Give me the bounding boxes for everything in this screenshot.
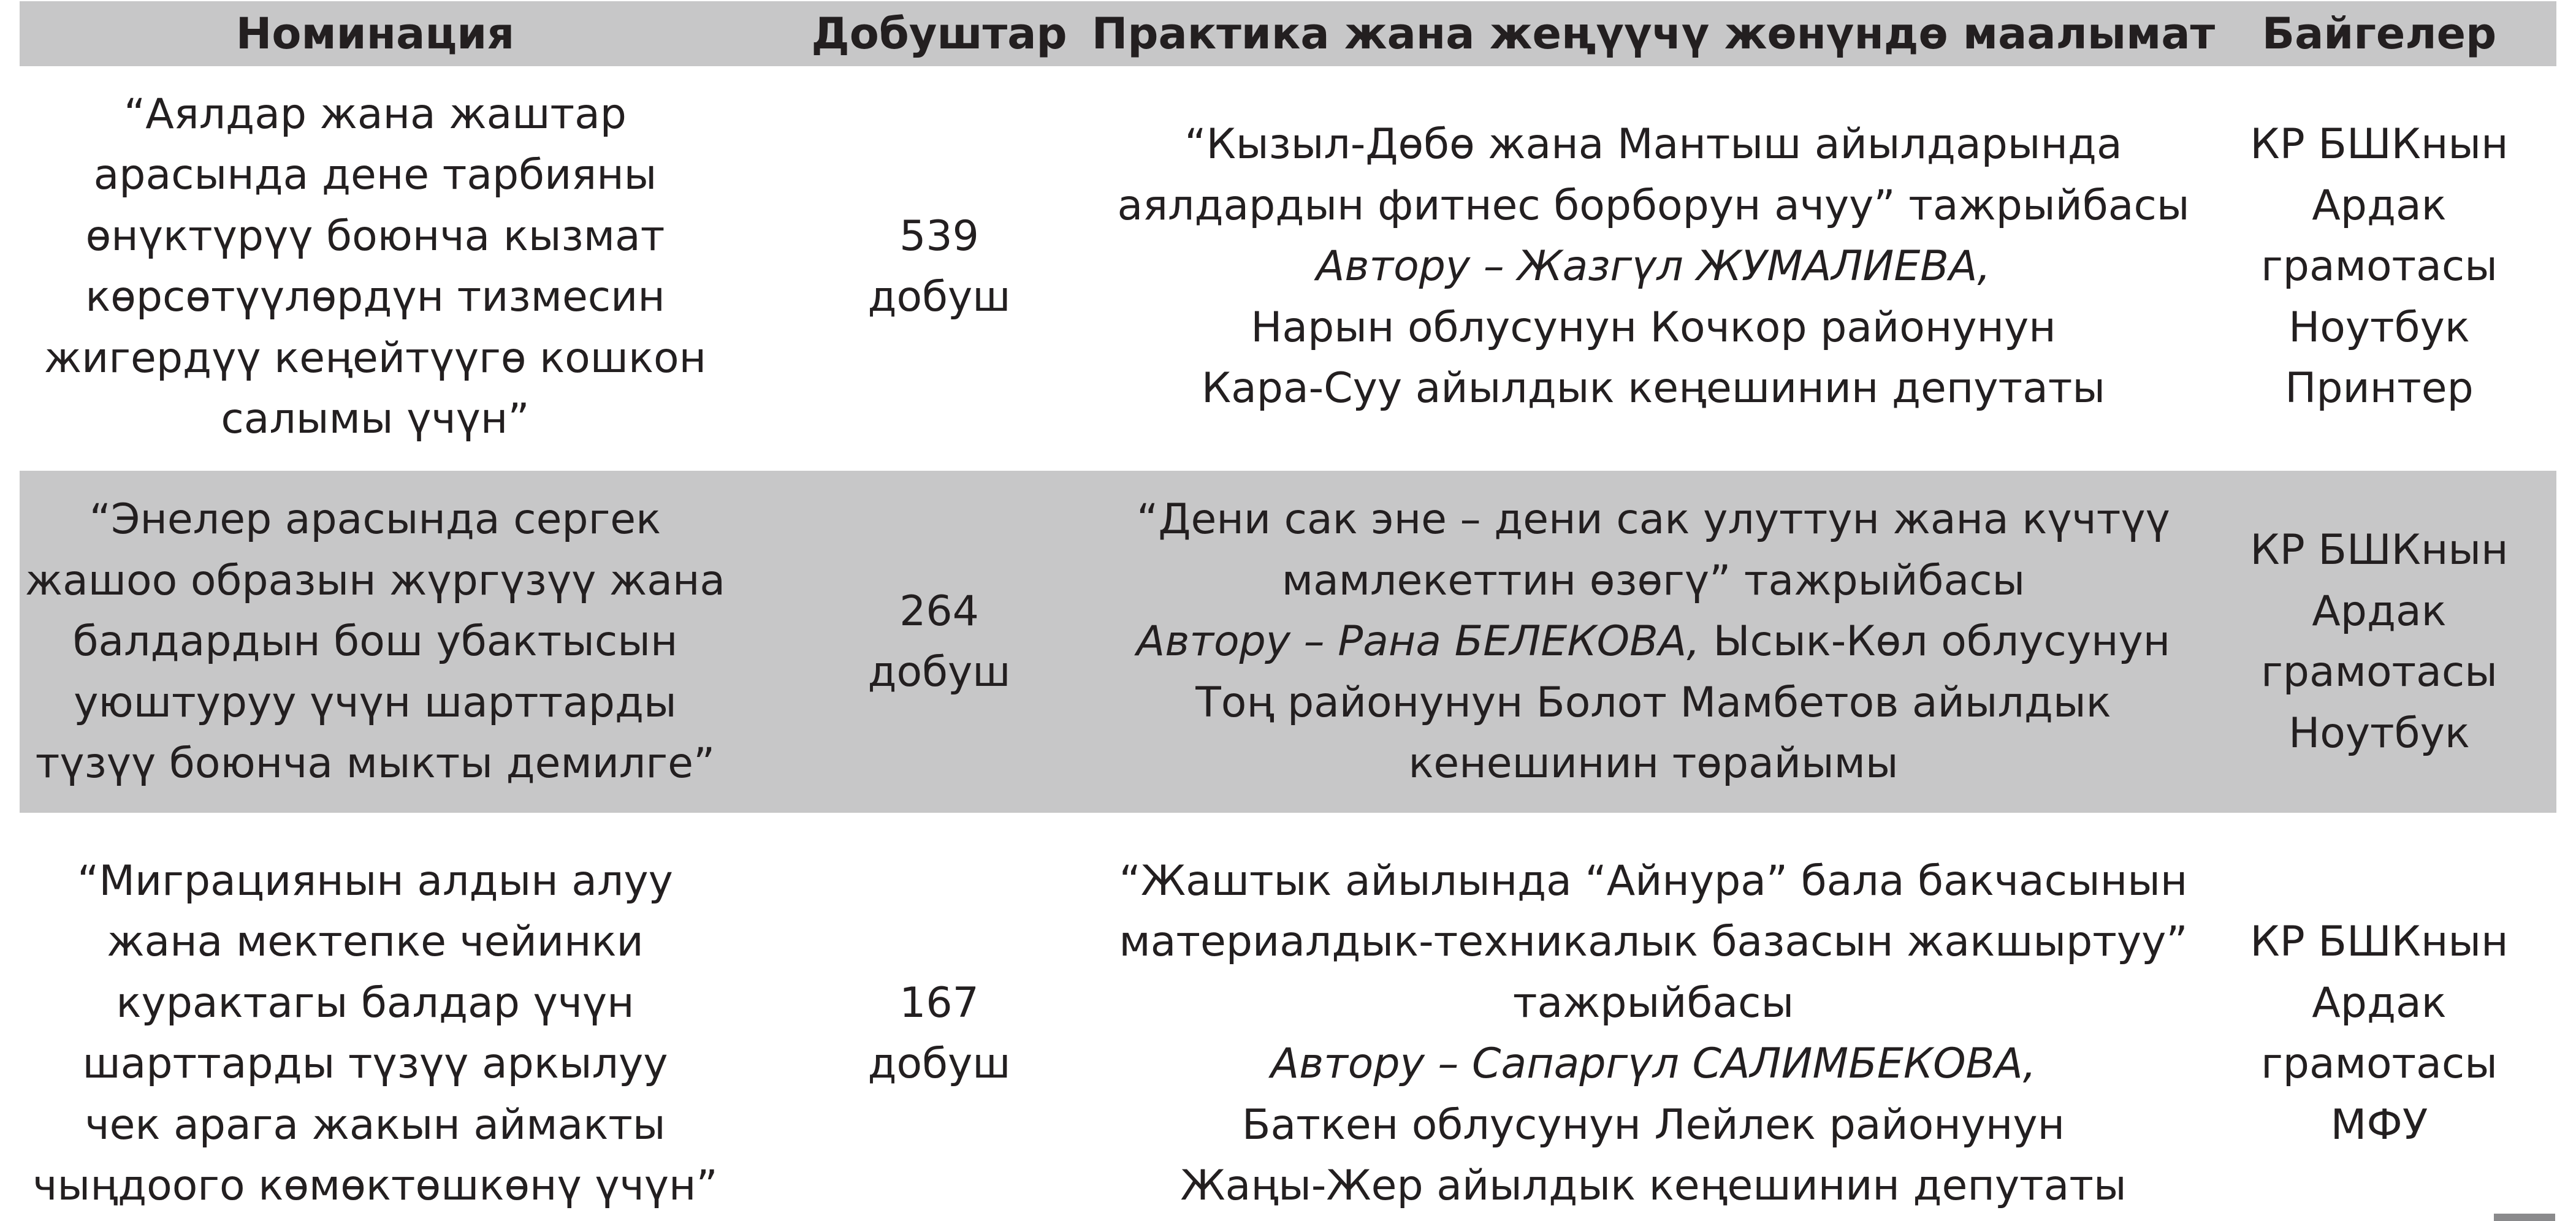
prizes-cell <box>2202 849 2556 1218</box>
table-row <box>20 849 2556 1218</box>
details-line: Жаңы-Жер айылдык кеңешинин депутаты <box>1180 1162 2127 1210</box>
nomination-line: өнүктүрүү боюнча кызмат <box>85 211 665 261</box>
votes-unit: добуш <box>867 273 1011 321</box>
nomination-line: түзүү боюнча мыкты демилге” <box>35 739 715 788</box>
prizes-cell <box>2202 471 2556 813</box>
votes-unit: добуш <box>867 1040 1011 1088</box>
table-header <box>20 1 2556 66</box>
info-cell <box>1099 849 2208 1218</box>
prize-line: Ардак <box>2312 587 2447 636</box>
votes-cell <box>786 471 1092 813</box>
prize-line: Ардак <box>2312 978 2447 1027</box>
prize-line: грамотасы <box>2261 648 2498 696</box>
project-line: “Дени сак эне – дени сак улуттун жана күчтүү <box>1137 495 2170 544</box>
project-line: материалдык-техникалык базасын жакшыртуу” <box>1119 918 2188 966</box>
header-prizes: Байгелер <box>2262 9 2497 59</box>
header-votes: Добуштар <box>811 9 1067 59</box>
details-line: Нарын облусунун Кочкор районунун <box>1251 303 2056 352</box>
nomination-line: көрсөтүүлөрдүн тизмесин <box>85 273 665 321</box>
votes-count: 264 <box>899 587 979 636</box>
nomination-cell <box>20 471 731 813</box>
nomination-line: курактагы балдар үчүн <box>116 978 634 1027</box>
votes-cell <box>786 849 1092 1218</box>
header-info: Практика жана жеңүүчү жөнүндө маалымат <box>1091 9 2216 59</box>
nomination-line: жашоо образын жүргүзүү жана <box>25 556 726 605</box>
nomination-line: чек арага жакын аймакты <box>85 1100 666 1149</box>
nomination-line: шарттарды түзүү аркылуу <box>82 1040 668 1088</box>
prize-line: КР БШКнын <box>2250 526 2509 574</box>
nomination-line: жигердүү кеңейтүүгө кошкон <box>44 333 707 382</box>
author-line: Автору – Сапаргүл САЛИМБЕКОВА, <box>1270 1040 2037 1088</box>
author-line <box>1137 611 2170 672</box>
votes-count: 539 <box>899 211 979 261</box>
author-region: Ысык-Көл облусунун <box>1699 617 2171 666</box>
project-line: “Жаштык айылында “Айнура” бала бакчасынын <box>1119 856 2188 905</box>
prize-line: грамотасы <box>2261 242 2498 291</box>
info-cell <box>1099 471 2208 813</box>
project-line: мамлекеттин өзөгү” тажрыйбасы <box>1281 556 2025 605</box>
details-line: кенешинин төрайымы <box>1408 739 1899 788</box>
prizes-cell <box>2202 83 2556 451</box>
info-cell <box>1099 83 2208 451</box>
prize-line: Принтер <box>2285 364 2474 413</box>
nomination-line: арасында дене тарбияны <box>93 151 657 199</box>
votes-unit: добуш <box>867 648 1011 696</box>
nomination-cell <box>20 83 731 451</box>
prize-line: МФУ <box>2330 1100 2428 1149</box>
votes-cell <box>786 83 1092 451</box>
author-name: Автору – Рана БЕЛЕКОВА, <box>1136 617 1700 666</box>
nomination-line: уюштуруу үчүн шарттарды <box>74 678 677 727</box>
nomination-line: жана мектепке чейинки <box>107 918 644 966</box>
details-line: Тоң районунун Болот Мамбетов айылдык <box>1195 678 2111 727</box>
details-line: Кара-Суу айылдык кеңешинин депутаты <box>1201 364 2106 413</box>
header-nomination: Номинация <box>235 9 515 59</box>
nomination-line: “Энелер арасында сергек <box>89 495 661 544</box>
prize-line: КР БШКнын <box>2250 918 2509 966</box>
nomination-line: чыңдоого көмөктөшкөнү үчүн” <box>32 1162 718 1210</box>
table-row <box>20 471 2556 813</box>
nomination-cell <box>20 849 731 1218</box>
table-row <box>20 83 2556 451</box>
prize-line: Ардак <box>2312 181 2447 230</box>
project-line: тажрыйбасы <box>1512 978 1794 1027</box>
nomination-line: “Миграциянын алдын алуу <box>77 856 673 905</box>
project-line: аялдардын фитнес борборун ачуу” тажрыйбасы <box>1117 181 2190 230</box>
prize-line: КР БШКнын <box>2250 120 2509 169</box>
votes-count: 167 <box>899 978 979 1027</box>
prize-line: Ноутбук <box>2288 709 2470 758</box>
nomination-line: салымы үчүн” <box>221 395 530 443</box>
project-line: “Кызыл-Дөбө жана Мантыш айылдарында <box>1184 120 2122 169</box>
author-line: Автору – Жазгүл ЖУМАЛИЕВА, <box>1316 242 1991 291</box>
nomination-line: балдардын бош убактысын <box>72 617 678 666</box>
details-line: Баткен облусунун Лейлек районунун <box>1241 1100 2065 1149</box>
nomination-line: “Аялдар жана жаштар <box>124 89 627 139</box>
prize-line: грамотасы <box>2261 1040 2498 1088</box>
prize-line: Ноутбук <box>2288 303 2470 352</box>
page-corner-mark <box>2494 1214 2555 1221</box>
